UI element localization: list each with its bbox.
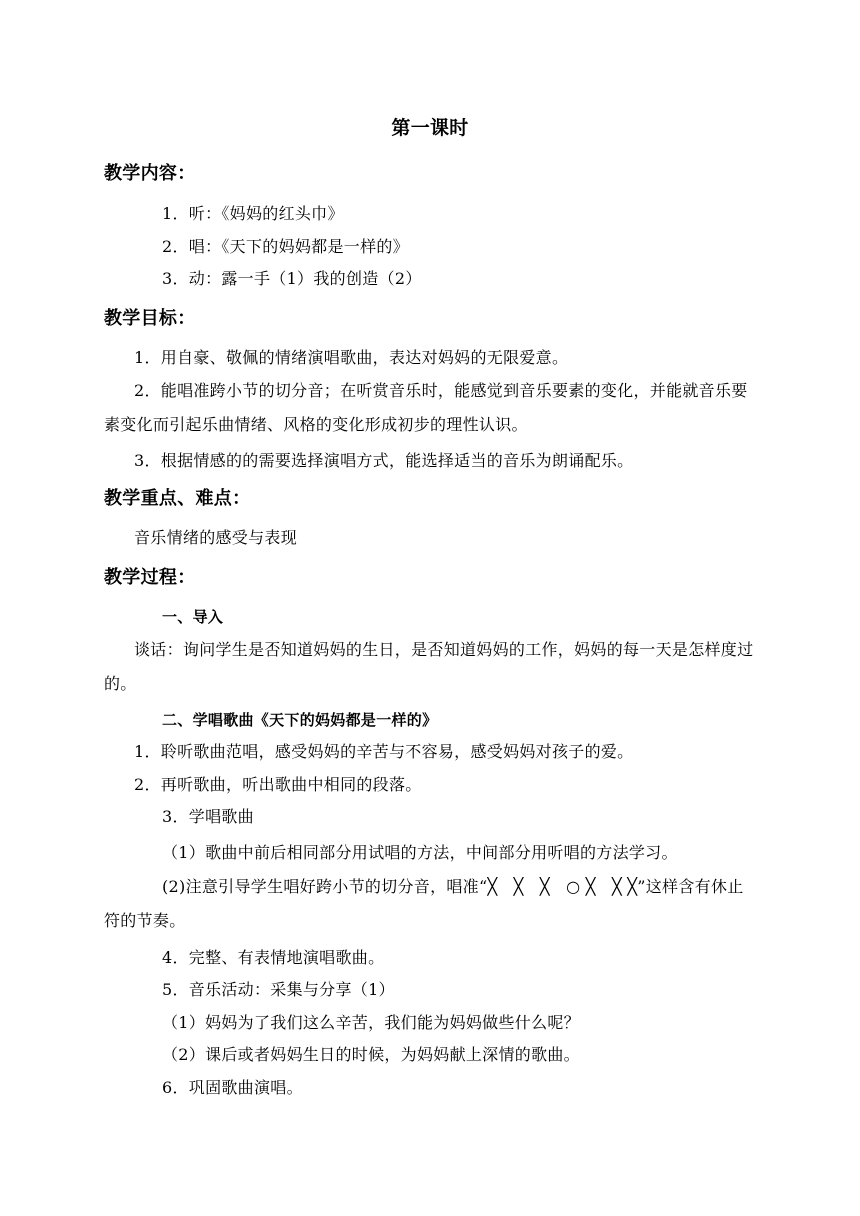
song-step: (2)注意引导学生唱好跨小节的切分音，唱准“╳ ╳ ╳ ○ ╳ ╳ ╳”这样含有休止符的节奏。 [104,877,744,930]
song-step: （2）课后或者妈妈生日的时候，为妈妈献上深情的歌曲。 [162,1045,580,1064]
objective-item: 2．能唱准跨小节的切分音；在听赏音乐时，能感觉到音乐要素的变化，并能就音乐要素变化而引起乐曲情绪、风格的变化形成初步的理性认识。 [104,381,748,434]
key-points-text: 音乐情绪的感受与表现 [134,528,298,547]
content-item: 1．听：《妈妈的红头巾》 [162,204,344,223]
song-step: 6．巩固歌曲演唱。 [162,1078,303,1097]
objective-item: 1．用自豪、敬佩的情绪演唱歌曲，表达对妈妈的无限爱意。 [134,348,569,367]
section-title-song: 二、学唱歌曲《天下的妈妈都是一样的》 [162,711,438,729]
song-step: （1）妈妈为了我们这么辛苦，我们能为妈妈做些什么呢？ [162,1013,580,1032]
song-step: （1）歌曲中前后相同部分用试唱的方法，中间部分用听唱的方法学习。 [162,843,678,862]
page-title: 第一课时 [391,117,469,139]
song-step: 2．再听歌曲，听出歌曲中相同的段落。 [134,775,422,794]
content-item: 2．唱：《天下的妈妈都是一样的》 [162,237,409,256]
process-heading: 教学过程： [104,567,196,588]
content-item: 3．动：露一手（1）我的创造（2） [162,269,422,288]
song-step: 3．学唱歌曲 [162,807,254,826]
content-heading: 教学内容： [104,163,196,184]
song-step: 4．完整、有表情地演唱歌曲。 [162,948,385,967]
objective-item: 3．根据情感的的需要选择演唱方式，能选择适当的音乐为朗诵配乐。 [134,451,634,470]
section-title-intro: 一、导入 [162,608,224,626]
song-step: 1．聆听歌曲范唱，感受妈妈的辛苦与不容易，感受妈妈对孩子的爱。 [134,742,634,761]
song-step: 5．音乐活动：采集与分享（1） [162,980,395,999]
key-points-heading: 教学重点、难点： [104,488,251,509]
objectives-heading: 教学目标： [104,308,196,329]
intro-text: 谈话：询问学生是否知道妈妈的生日，是否知道妈妈的工作，妈妈的每一天是怎样度过的。 [104,640,754,693]
